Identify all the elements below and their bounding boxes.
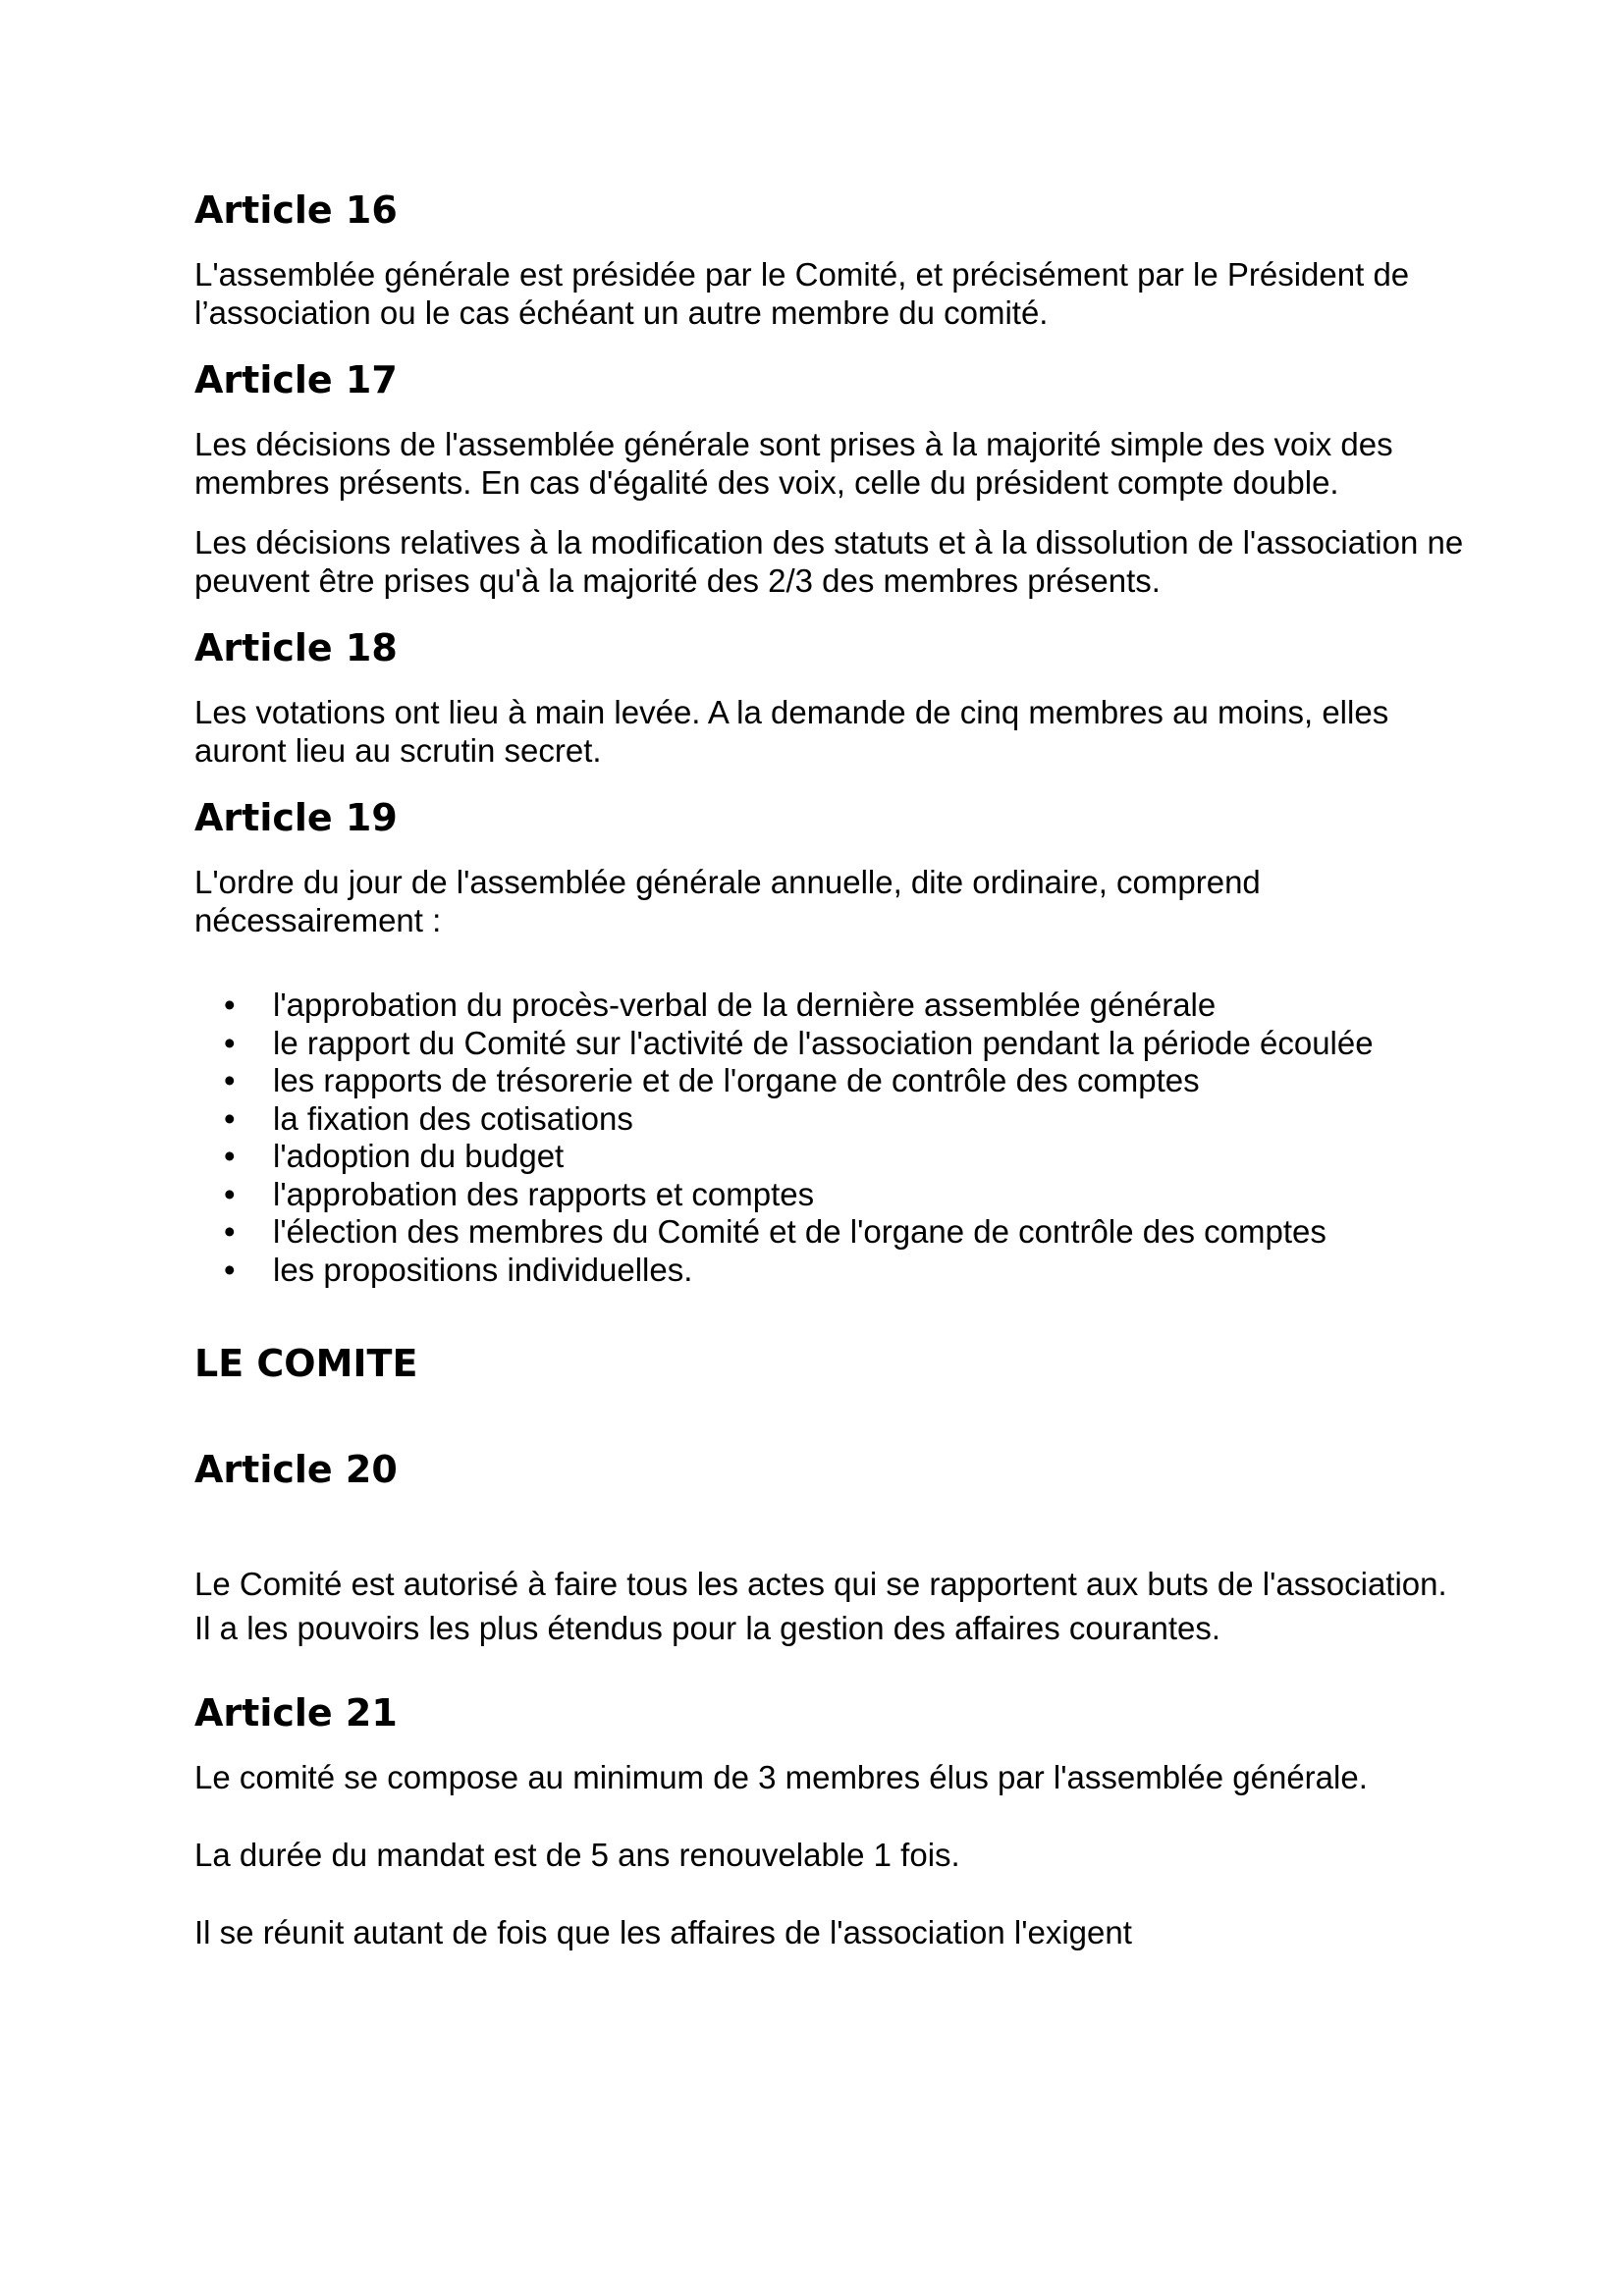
article-21-paragraph-3: Il se réunit autant de fois que les affaires de l'association l'exigent xyxy=(194,1914,1132,1950)
list-item: • l'élection des membres du Comité et de l'organe de contrôle des comptes xyxy=(194,1213,1471,1252)
document-page xyxy=(194,187,1471,1951)
section-heading-comite: LE COMITE xyxy=(194,1342,418,1385)
article-17-heading: Article 17 xyxy=(194,358,398,401)
article-17-paragraph-2: Les décisions relatives à la modification des statuts et à la dissolution de l'association ne peuvent être prises qu'à la majorité des 2/3 des membres présents. xyxy=(194,524,1464,599)
article-17-paragraph-1: Les décisions de l'assemblée générale sont prises à la majorité simple des voix des membres présents. En cas d'égalité des voix, celle du président compte double. xyxy=(194,426,1393,501)
article-18-paragraph: Les votations ont lieu à main levée. A la demande de cinq membres au moins, elles auront lieu au scrutin secret. xyxy=(194,694,1389,769)
article-21-heading: Article 21 xyxy=(194,1691,398,1735)
list-item: • l'approbation du procès-verbal de la dernière assemblée générale xyxy=(194,987,1471,1025)
article-19-paragraph: L'ordre du jour de l'assemblée générale annuelle, dite ordinaire, comprend nécessairement : xyxy=(194,864,1261,938)
list-item: • le rapport du Comité sur l'activité de l'association pendant la période écoulée xyxy=(194,1025,1471,1063)
list-item: • l'approbation des rapports et comptes xyxy=(194,1176,1471,1214)
article-21-paragraph-2: La durée du mandat est de 5 ans renouvelable 1 fois. xyxy=(194,1837,960,1873)
article-16-heading: Article 16 xyxy=(194,188,398,232)
list-item: • les propositions individuelles. xyxy=(194,1252,1471,1290)
list-item: • les rapports de trésorerie et de l'organe de contrôle des comptes xyxy=(194,1062,1471,1100)
list-item: • l'adoption du budget xyxy=(194,1138,1471,1176)
agenda-list xyxy=(194,987,1471,1289)
article-20-paragraph: Le Comité est autorisé à faire tous les actes qui se rapportent aux buts de l'association. Il a les pouvoirs les plus étendus pour la gestion des affaires courantes. xyxy=(194,1566,1447,1646)
article-21-paragraph-1: Le comité se compose au minimum de 3 membres élus par l'assemblée générale. xyxy=(194,1759,1368,1795)
list-item: • la fixation des cotisations xyxy=(194,1100,1471,1139)
article-19-heading: Article 19 xyxy=(194,796,398,839)
article-16-paragraph: L'assemblée générale est présidée par le Comité, et précisément par le Président de l’association ou le cas échéant un autre membre du comité. xyxy=(194,256,1410,331)
article-20-heading: Article 20 xyxy=(194,1448,398,1491)
article-18-heading: Article 18 xyxy=(194,626,398,669)
